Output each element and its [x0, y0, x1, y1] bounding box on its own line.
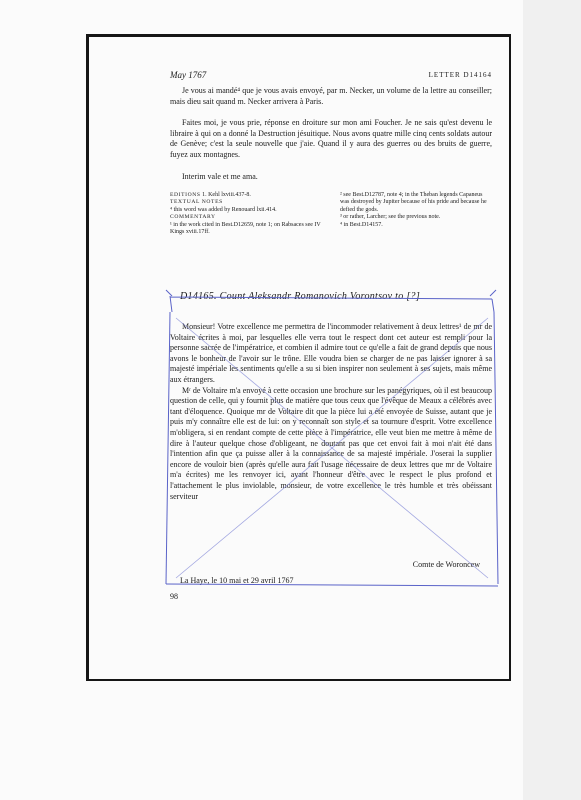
letter-paragraph-2: Mʳ de Voltaire m'a envoyé à cette occasion une brochure sur les panégyriques, où il est beaucoup question de celle, qui y fournit plus de matière que tous ceux que l'évêque de Meaux a célébrés avec tant d'éloquence. Quoique mr de Voltaire dit que la pièce lui a été envoyée de Suisse, autant que je puis m'y connaître elle est de lui: on y reconnaît son style et sa tournure d'esprit. Votre excellence m'obligera, si en rendant compte de cette pièce à l'impératrice, elle veut bien me mettre à même de dire à l'auteur quelque chose d'obligeant, ne doutant pas que cet envoi fait à moi n'ait été dans l'intention afin que ça puisse aller à la connaissance de sa majesté impériale. J'oserai la supplier encore de vouloir bien (après qu'elle aura fait l'usage nécessaire de deux lettres que mr de Voltaire m'a écrites) me les renvoyer ici, ayant l'honneur d'être avec le respect le plus profond et l'attachement le plus inviolable, monsieur, de votre excellence le très humble et très obéissant serviteur [170, 385, 492, 501]
letter-dateline: La Haye, le 10 mai et 29 avril 1767 [180, 576, 294, 585]
right-note-1: ² see Best.D12787, note 4; in the Theban legends Capaneus was destroyed by Jupiter because of his pride and because he defied the gods. [340, 192, 487, 213]
running-header [170, 70, 492, 82]
editions-label: EDITIONS [170, 192, 201, 198]
footnotes-left-column [170, 192, 322, 236]
body-paragraph-2: Faites moi, je vous prie, réponse en droiture sur mon ami Foucher. Je ne sais qu'est devenu le libraire à qui on a donné la Destruction jésuitique. Nous avons quatre mille cinq cents soldats autour de Genève; c'est la seule nouvelle que j'aie. Quand il y aura des guerres ou des bruits de guerre, fuyez aux montagnes. [170, 118, 492, 159]
header-date: May 1767 [170, 70, 207, 80]
signature: Comte de Woroncew [412, 560, 480, 569]
body-paragraph-1: Je vous ai mandé⁴ que je vous avais envoyé, par m. Necker, un volume de la lettre au conseiller; mais dieu sait quand m. Necker arrivera à Paris. [170, 86, 492, 106]
commentary-text: ¹ in the work cited in Best.D12659, note 1; on Rabsaces see IV Kings xviii.17ff. [170, 221, 321, 236]
textual-notes-text: ⁴ this word was added by Renouard lxii.414. [170, 206, 277, 213]
header-letter-number: LETTER D14164 [428, 71, 492, 79]
footnotes-right-column [340, 192, 492, 229]
letter-paragraph-1: Monsieur! Votre excellence me permettra de l'incommoder relativement à deux lettres¹ de mr de Voltaire écrites à moi, par lesquelles elle verra tout le respect dont cet auteur est rempli pour la personne sacrée de l'impératrice, et combien il admire tout ce qu'elle a fait de grand depuis que nous avons le bonheur de l'avoir sur le trône. Elle voudra bien se charger de ne pas laisser ignorer à sa majesté impériale les sentiments qu'elle a su si bien inspirer non seulement à ses sujets, mais même aux étrangers. [170, 322, 492, 384]
commentary-label: COMMENTARY [170, 214, 216, 221]
letter-body [170, 322, 492, 502]
editions-text: 1. Kehl lxviii.437-8. [202, 192, 251, 198]
letter-title: D14165. Count Aleksandr Romanovich Vorontsov to [?] [180, 291, 421, 302]
page-number: 98 [170, 592, 178, 601]
right-note-2: ³ or rather, Larcher; see the previous note. [340, 214, 441, 221]
footnotes [170, 192, 492, 272]
scan-edge-band [523, 0, 581, 800]
textual-notes-label: TEXTUAL NOTES [170, 199, 223, 206]
right-note-3: ⁴ in Best.D14157. [340, 221, 383, 228]
book-page [170, 70, 492, 630]
body-paragraph-3: Interim vale et me ama. [182, 172, 258, 181]
